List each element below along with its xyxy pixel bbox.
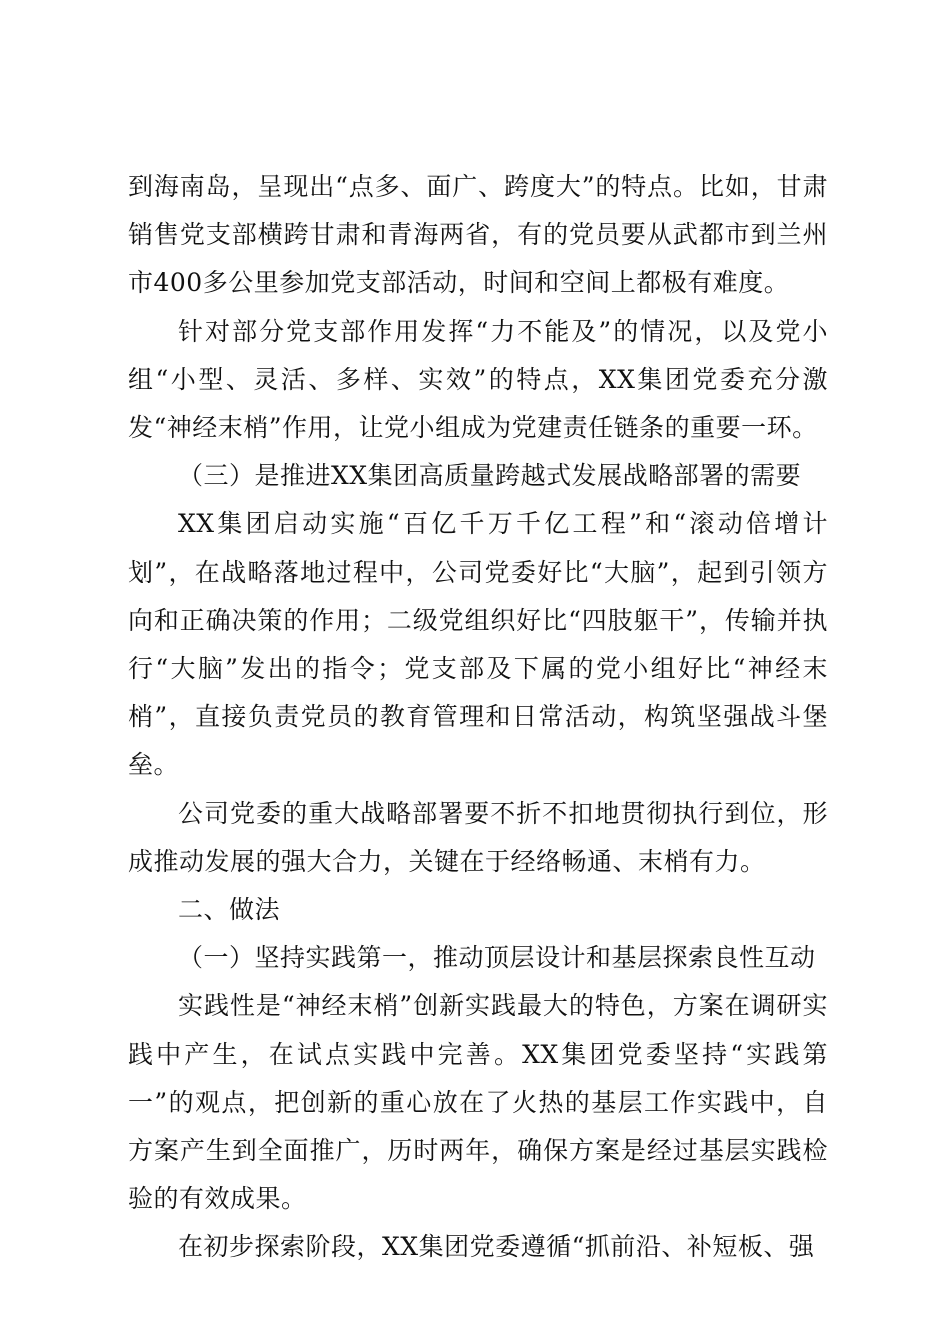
chapter-heading-methods: 二、做法: [178, 895, 281, 925]
paragraph-party-groups: 针对部分党支部作用发挥“力不能及”的情况，以及党小组“小型、灵活、多样、实效”的特点，XX集团党委充分激发“神经末梢”作用，让党小组成为党建责任链条的重要一环。: [128, 316, 828, 443]
paragraph-execution: 公司党委的重大战略部署要不折不扣地贯彻执行到位，形成推动发展的强大合力，关键在于经络畅通、末梢有力。: [128, 798, 828, 876]
paragraph-practice: 实践性是“神经末梢”创新实践最大的特色，方案在调研实践中产生，在试点实践中完善。XX集团党委坚持“实践第一”的观点，把创新的重心放在了火热的基层工作实践中，自方案产生到全面推广，历时两年，确保方案是经过基层实践检验的有效成果。: [128, 991, 828, 1214]
section-heading-1: （一）坚持实践第一，推动顶层设计和基层探索良性互动: [178, 943, 816, 973]
section-heading-3: （三）是推进XX集团高质量跨越式发展战略部署的需要: [178, 461, 802, 491]
paragraph-exploration: 在初步探索阶段，XX集团党委遵循“抓前沿、补短板、强: [178, 1232, 815, 1262]
paragraph-strategy: XX集团启动实施“百亿千万千亿工程”和“滚动倍增计划”，在战略落地过程中，公司党委好比“大脑”，起到引领方向和正确决策的作用；二级党组织好比“四肢躯干”，传输并执行“大脑”发出的指令；党支部及下属的党小组好比“神经末梢”，直接负责党员的教育管理和日常活动，构筑坚强战斗堡垒。: [128, 509, 828, 780]
document-body: [128, 163, 828, 1272]
paragraph-continuation: 到海南岛，呈现出“点多、面广、跨度大”的特点。比如，甘肃销售党支部横跨甘肃和青海两省，有的党员要从武都市到兰州市400多公里参加党支部活动，时间和空间上都极有难度。: [128, 172, 828, 298]
